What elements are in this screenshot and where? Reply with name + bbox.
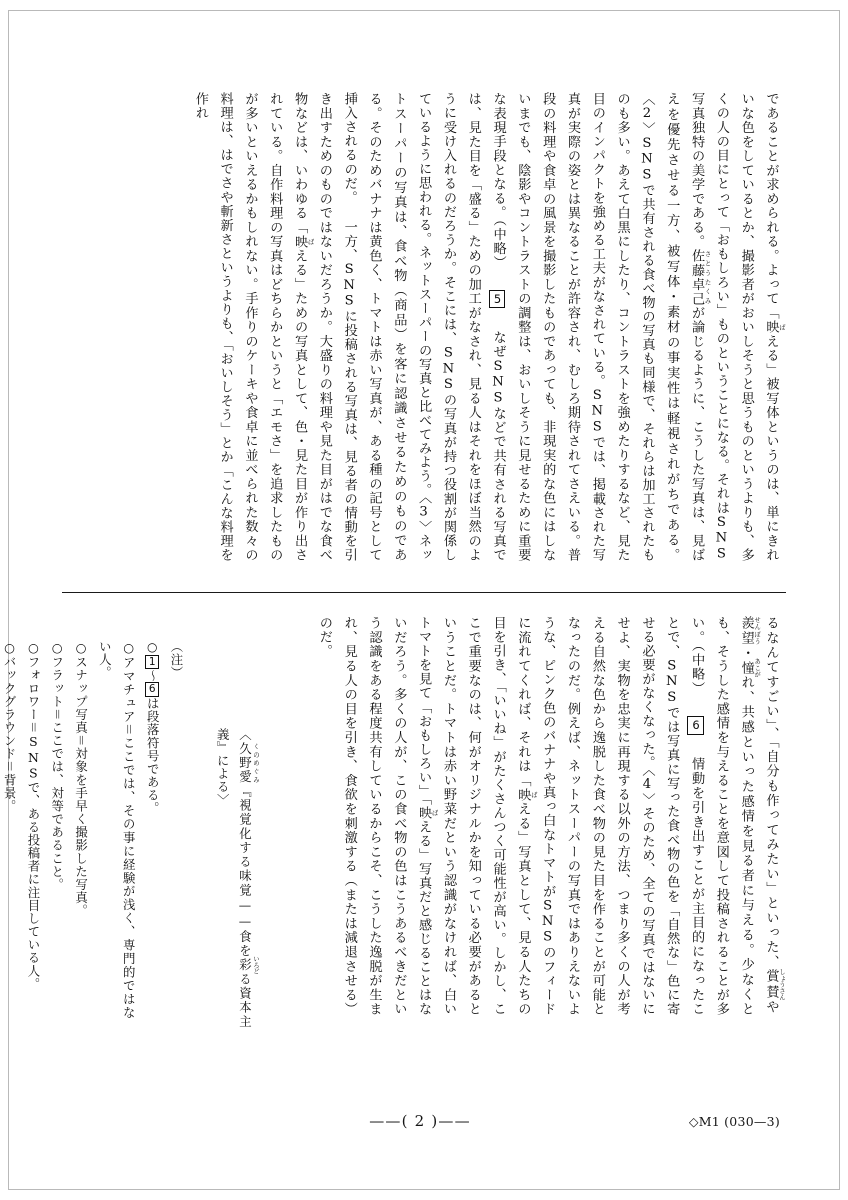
ruby-irodoru: 彩 いろど (237, 955, 260, 975)
form-code: ◇M1 (030—3) (688, 1114, 780, 1129)
ruby-senbou: 羨望 せんぼう (738, 616, 762, 646)
notes-header: （注） (169, 640, 184, 680)
upper-col-4: 一方、SNSに投稿される写真は、見る者の情動を引き出すためのものではないだろうか。大盛りの料理や見た目がはでな食べ物などは、いわゆる「映 ばえる」ための写真として、色・見た目が作り出されている。自作料理の写真はどちらかというと「エモさ」を追求したものが多いといえるかもしれない。手作りのケーキや食卓に並べられた数々の料理は、はでさや斬新さというよりも、「おいしそう」とか「こんな料理を作れ (192, 92, 357, 563)
paragraph-marker-5: 5 (490, 291, 505, 307)
source-attribution (215, 728, 260, 1028)
paragraph-marker-6: 6 (689, 718, 704, 733)
upper-col-3: なぜSNSなどで共有される写真では、見た目を「盛る」ための加工がなされ、見る人はそれをほぼ当然のように受け入れるのだろうか。そこには、SNSの写真が持つ役割が関係しているように思われる。ネットスーパーの写真と比べてみよう。〈3〉ネットスーパーの写真は、食べ物（商品）を客に認識させるためのものである。そのためバナナは黄色く、トマトは赤い写真が、ある種の記号として挿入されるのだ。 (341, 92, 506, 562)
note-item-4: ○フラット＝ここでは、対等であること。 (49, 640, 65, 892)
lower-passage-text (226, 616, 786, 1016)
note-item-2: ○アマチュア＝ここでは、その事に経験が浅く、専門的ではない人。 (97, 640, 137, 1019)
upper-col-1: であることが求められる。よって「映 ばえる」被写体というのは、単にきれいな色をしているとか、撮影者がおいしそうと思うものというよりも、多くの人の目にとって「おもしろい」ものということになる。それはSNS写真独特の美学である。佐藤卓己 さとうたくみが論じるように、こうした写真は、見ばえを優先させる一方、被写体・素材の事実性は軽視されがちである。 (664, 92, 786, 563)
note-item-6: ○バックグラウンド＝背景。 (2, 640, 18, 813)
lower-col-2: 情動を引き出すことが主目的になったことで、SNSでは写真に写った食べ物の色を「自然な」色に寄せる必要がなくなった。〈4〉そのため、全ての写真ではないにせよ、実物を忠実に再現する以外の方法、つまり多くの人が考える自然な色から逸脱した食べ物の見た目を作ることが可能となったのだ。例えば、ネットスーパーの写真ではありえないような、ピンク色のバナナや真っ白なトマトがSNSのフィードに流れてくれば、それは「映 ばえる」写真として、見る人たちの目を引き、「いいね」がたくさんつく可能性が高い。しかし、ここで重要なのは、何がオリジナルかを知っている必要があるということだ。トマトは赤い野菜だという認識がなければ、白いトマトを見て「おもしろい」「映 ばえる」写真だと感じることはないだろう。多くの人が、この食べ物の色はこうあるべきだという認識をある程度共有しているからこそ、こうした逸脱が生まれ、見る人の目を引き、食欲を刺激する（または減退させる）のだ。 (316, 616, 705, 1016)
note-bullet: ○ (145, 640, 160, 655)
note-item-3: ○スナップ写真＝対象を手早く撮影した写真。 (73, 640, 89, 918)
note-item-1: ○1～6は段落符号である。 (145, 640, 161, 815)
section-divider-rule (62, 592, 786, 593)
ruby-haeru-4: 映 ば (416, 805, 439, 820)
page-footer (0, 1112, 848, 1152)
lower-col-1: るなんてすごい」、「自分も作ってみたい」といった、賞賛 しょうさんや羨望 せんぼう・憧 あこがれ、共感といった感情を見る者に与える。少なくとも、そうした感情を与えることを意図して投稿されることが多い。（中略） (689, 616, 786, 1016)
ruby-haeru-2: 映 ば (292, 234, 315, 249)
attribution-text: 〈久野愛 くのめぐみ『視覚化する味覚——食を彩 いろどる資本主義』による〉 (215, 728, 260, 1028)
ruby-satou-takumi: 佐藤卓己 さとうたくみ (689, 248, 712, 306)
page-number: ——( 2 )—— (369, 1112, 471, 1130)
notes-block (2, 640, 188, 1020)
ruby-shousan: 賞賛 しょうさん (763, 968, 786, 1001)
upper-col-2: 〈2〉SNSで共有される食べ物の写真も同様で、それらは加工されたものも多い。あえて白黒にしたり、コントラストを強めたりするなど、見た目のインパクトを強める工夫がなされている。SNSでは、掲載された写真が実際の姿とは異なることが許容され、むしろ期待されてさえいる。普段の料理や食卓の風景を撮影したものであっても、非現実的な色にはしないまでも、陰影やコントラストの調整は、おいしそうに見せるために重要な表現手段となる。（中略） (490, 92, 655, 562)
boxed-numeral-6: 6 (146, 683, 159, 697)
upper-passage-text (86, 92, 786, 562)
note-item-5: ○フォロワー＝SNSで、ある投稿者に注目している人。 (25, 640, 41, 991)
ruby-kuno-megumi: 久野愛 くのめぐみ (237, 742, 260, 785)
ruby-akogare: 憧 あこが (738, 657, 762, 678)
ruby-haeru-3: 映 ば (515, 787, 538, 802)
boxed-numeral-1: 1 (146, 655, 159, 669)
ruby-haeru: 映 ば (763, 320, 786, 335)
